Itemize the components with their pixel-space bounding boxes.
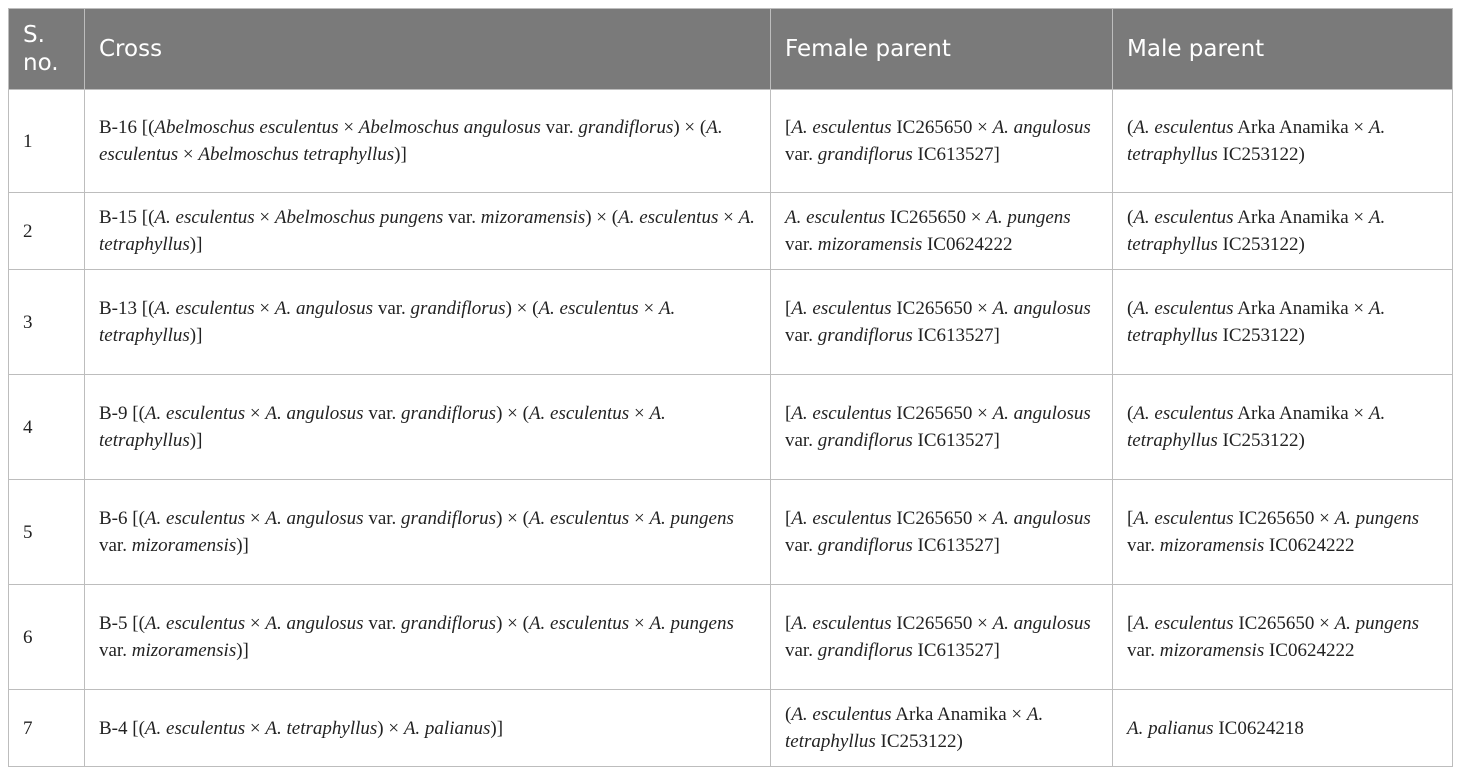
cell-male-parent: (A. esculentus Arka Anamika × A. tetraphyllus IC253122) [1113, 90, 1453, 193]
cell-cross: B-5 [(A. esculentus × A. angulosus var. grandiflorus) × (A. esculentus × A. pungens var. mizoramensis)] [85, 585, 771, 690]
cell-female-parent: A. esculentus IC265650 × A. pungens var. mizoramensis IC0624222 [771, 193, 1113, 270]
cell-sno: 4 [9, 375, 85, 480]
table-row [9, 480, 1453, 585]
table-row [9, 375, 1453, 480]
cell-sno: 7 [9, 690, 85, 767]
cell-sno: 2 [9, 193, 85, 270]
cell-female-parent: [A. esculentus IC265650 × A. angulosus var. grandiflorus IC613527] [771, 375, 1113, 480]
cell-sno: 3 [9, 270, 85, 375]
cell-cross: B-13 [(A. esculentus × A. angulosus var. grandiflorus) × (A. esculentus × A. tetraphyllus)] [85, 270, 771, 375]
cell-cross: B-9 [(A. esculentus × A. angulosus var. grandiflorus) × (A. esculentus × A. tetraphyllus)] [85, 375, 771, 480]
header-sno-line1: S. [23, 22, 45, 48]
cell-female-parent: (A. esculentus Arka Anamika × A. tetraphyllus IC253122) [771, 690, 1113, 767]
header-sno [9, 9, 85, 90]
crosses-table [8, 8, 1453, 767]
table-header-row [9, 9, 1453, 90]
header-sno-line2: no. [23, 50, 59, 76]
cell-cross: B-16 [(Abelmoschus esculentus × Abelmoschus angulosus var. grandiflorus) × (A. esculentus × Abelmoschus tetraphyllus)] [85, 90, 771, 193]
cell-female-parent: [A. esculentus IC265650 × A. angulosus var. grandiflorus IC613527] [771, 480, 1113, 585]
cell-male-parent: (A. esculentus Arka Anamika × A. tetraphyllus IC253122) [1113, 193, 1453, 270]
cell-female-parent: [A. esculentus IC265650 × A. angulosus var. grandiflorus IC613527] [771, 90, 1113, 193]
table-container [8, 8, 1452, 767]
cell-male-parent: [A. esculentus IC265650 × A. pungens var. mizoramensis IC0624222 [1113, 480, 1453, 585]
table-row [9, 585, 1453, 690]
header-cross: Cross [85, 9, 771, 90]
cell-cross: B-6 [(A. esculentus × A. angulosus var. grandiflorus) × (A. esculentus × A. pungens var. mizoramensis)] [85, 480, 771, 585]
cell-female-parent: [A. esculentus IC265650 × A. angulosus var. grandiflorus IC613527] [771, 270, 1113, 375]
cell-female-parent: [A. esculentus IC265650 × A. angulosus var. grandiflorus IC613527] [771, 585, 1113, 690]
cell-cross: B-4 [(A. esculentus × A. tetraphyllus) × A. palianus)] [85, 690, 771, 767]
table-row [9, 193, 1453, 270]
cell-sno: 6 [9, 585, 85, 690]
table-row [9, 270, 1453, 375]
table-row [9, 690, 1453, 767]
header-female-parent: Female parent [771, 9, 1113, 90]
cell-sno: 1 [9, 90, 85, 193]
table-row [9, 90, 1453, 193]
cell-male-parent: (A. esculentus Arka Anamika × A. tetraphyllus IC253122) [1113, 270, 1453, 375]
cell-sno: 5 [9, 480, 85, 585]
cell-cross: B-15 [(A. esculentus × Abelmoschus pungens var. mizoramensis) × (A. esculentus × A. tetraphyllus)] [85, 193, 771, 270]
cell-male-parent: A. palianus IC0624218 [1113, 690, 1453, 767]
header-male-parent: Male parent [1113, 9, 1453, 90]
cell-male-parent: [A. esculentus IC265650 × A. pungens var. mizoramensis IC0624222 [1113, 585, 1453, 690]
cell-male-parent: (A. esculentus Arka Anamika × A. tetraphyllus IC253122) [1113, 375, 1453, 480]
